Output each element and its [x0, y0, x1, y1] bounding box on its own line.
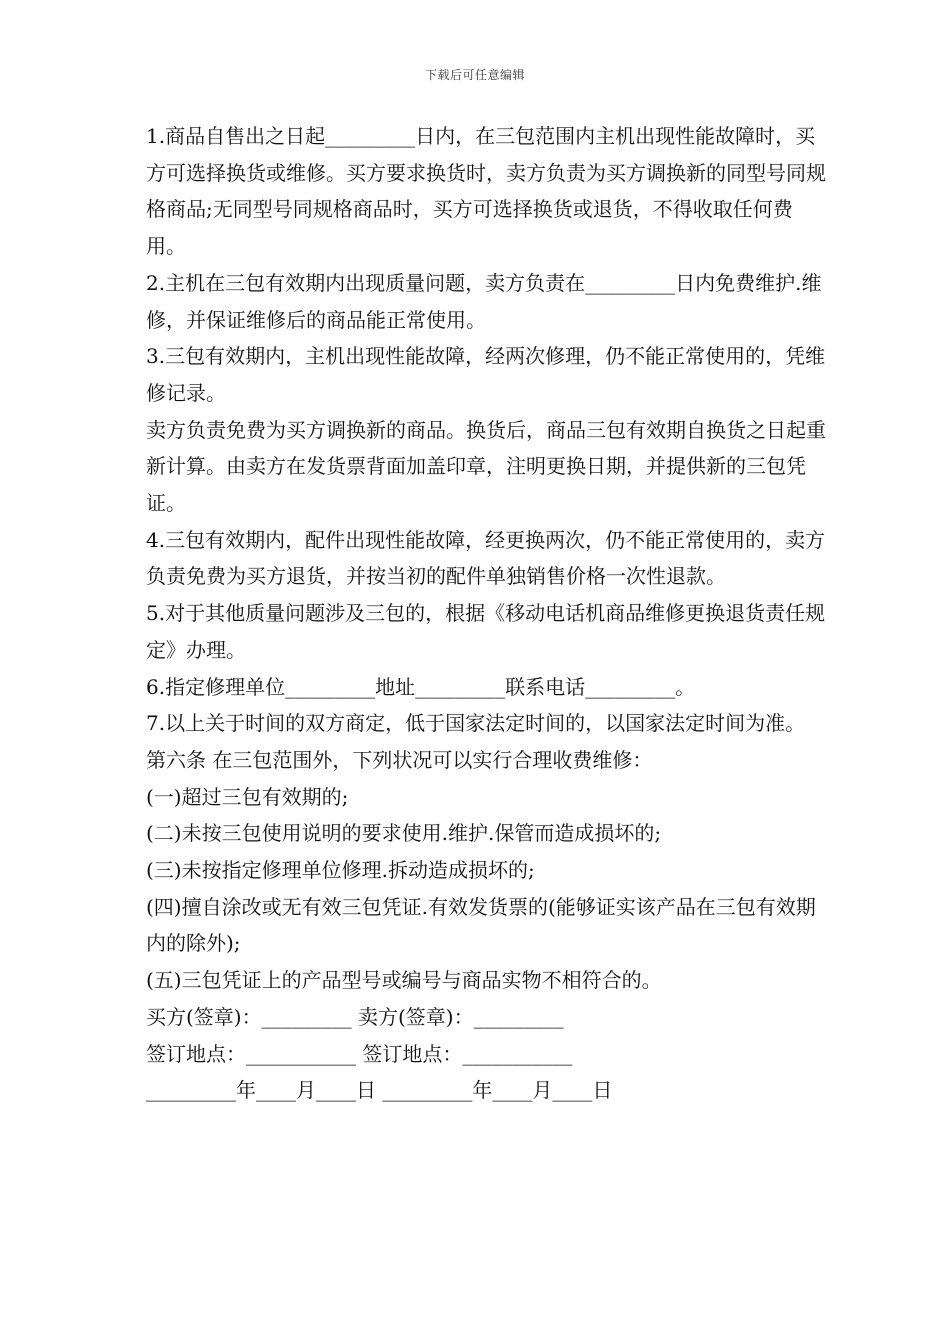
document-body — [146, 118, 826, 1109]
clause-5: 5.对于其他质量问题涉及三包的，根据《移动电话机商品维修更换退货责任规定》办理。 — [146, 601, 826, 662]
clause-7: 7.以上关于时间的双方商定，低于国家法定时间的，以国家法定时间为准。 — [146, 711, 806, 736]
article-6-item-3: (三)未按指定修理单位修理.拆动造成损坏的; — [146, 858, 535, 883]
clause-1: 1.商品自售出之日起_________日内，在三包范围内主机出现性能故障时，买方可选择换货或维修。买方要求换货时，卖方负责为买方调换新的同型号同规格商品;无同型号同规格商品时，买方可选择换货或退货，不得收取任何费用。 — [146, 124, 826, 259]
clause-4: 4.三包有效期内，配件出现性能故障，经更换两次，仍不能正常使用的，卖方负责免费为买方退货，并按当初的配件单独销售价格一次性退款。 — [146, 527, 826, 589]
article-6-item-4: (四)擅自涂改或无有效三包凭证.有效发货票的(能够证实该产品在三包有效期内的除外); — [146, 894, 816, 956]
page-header: 下载后可任意编辑 — [424, 68, 525, 82]
article-6-item-2: (二)未按三包使用说明的要求使用.维护.保管而造成损坏的; — [146, 821, 662, 846]
clause-2: 2.主机在三包有效期内出现质量问题，卖方负责在_________日内免费维护.维修，并保证维修后的商品能正常使用。 — [146, 270, 822, 332]
signature-line: 买方(签章)：_________ 卖方(签章)：_________ — [146, 1004, 564, 1029]
clause-3: 3.三包有效期内，主机出现性能故障，经两次修理，仍不能正常使用的，凭维修记录。 — [146, 344, 826, 405]
clause-6: 6.指定修理单位_________地址_________联系电话_________。 — [146, 674, 696, 699]
signing-location-line: 签订地点：___________ 签订地点：___________ — [146, 1041, 573, 1066]
date-line: _________年____月____日 _________年____月____日 — [146, 1078, 613, 1103]
clause-3-continued: 卖方负责免费为买方调换新的商品。换货后，商品三包有效期自换货之日起重新计算。由卖方在发货票背面加盖印章，注明更换日期，并提供新的三包凭证。 — [146, 417, 826, 516]
article-6-item-1: (一)超过三包有效期的; — [146, 784, 349, 809]
article-6-heading: 第六条 在三包范围外，下列状况可以实行合理收费维修： — [146, 747, 653, 772]
article-6-item-5: (五)三包凭证上的产品型号或编号与商品实物不相符合的。 — [146, 968, 662, 993]
